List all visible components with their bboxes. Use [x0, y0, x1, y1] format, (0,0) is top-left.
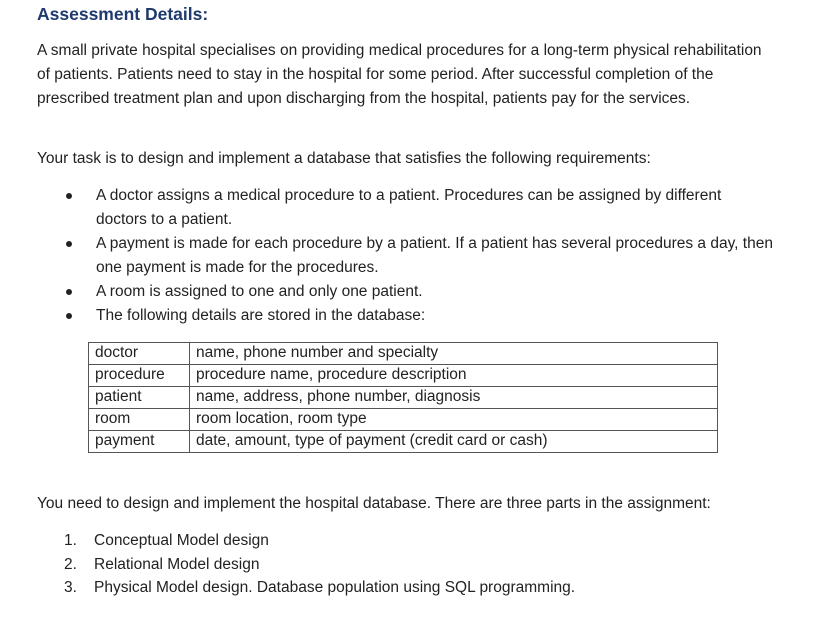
requirement-text: A doctor assigns a medical procedure to a patient. Procedures can be assigned by different doctors to a patient.	[96, 187, 722, 228]
entity-cell: room	[89, 409, 190, 431]
list-item	[64, 576, 575, 600]
part-number: 3.	[64, 579, 77, 596]
task-paragraph: Your task is to design and implement a database that satisfies the following requirements:	[37, 150, 651, 167]
list-item	[56, 304, 776, 328]
list-item	[56, 184, 776, 232]
part-text: Relational Model design	[94, 555, 260, 573]
attributes-cell: room location, room type	[190, 409, 718, 431]
parts-intro-paragraph: You need to design and implement the hospital database. There are three parts in the assignment:	[37, 495, 711, 512]
intro-paragraph: A small private hospital specialises on providing medical procedures for a long-term physical rehabilitation of patients. Patients need to stay in the hospital for some period. After successful completion of the prescribed treatment plan and upon discharging from the hospital, patients pay for the services.	[37, 42, 762, 107]
table-row	[89, 365, 718, 387]
entity-cell: patient	[89, 387, 190, 409]
bullet-icon	[66, 193, 72, 199]
entity-cell: payment	[89, 431, 190, 453]
list-item	[64, 553, 575, 577]
section-heading: Assessment Details:	[37, 4, 209, 24]
requirement-text: The following details are stored in the database:	[96, 307, 426, 324]
entity-cell: doctor	[89, 343, 190, 365]
table-row	[89, 431, 718, 453]
attributes-cell: date, amount, type of payment (credit card or cash)	[190, 431, 718, 453]
attributes-cell: name, address, phone number, diagnosis	[190, 387, 718, 409]
attributes-cell: name, phone number and specialty	[190, 343, 718, 365]
part-text: Conceptual Model design	[94, 532, 269, 549]
bullet-icon	[66, 313, 72, 319]
list-item	[56, 232, 776, 280]
entity-details-table	[88, 342, 718, 453]
table-row	[89, 343, 718, 365]
attributes-cell: procedure name, procedure description	[190, 365, 718, 387]
table-row	[89, 387, 718, 409]
assignment-parts-list	[64, 529, 575, 600]
part-number: 2.	[64, 555, 77, 573]
list-item	[64, 529, 575, 553]
requirement-text: A payment is made for each procedure by a patient. If a patient has several procedures a day, then one payment is made for the procedures.	[96, 235, 773, 276]
requirement-text: A room is assigned to one and only one patient.	[96, 283, 423, 300]
part-text: Physical Model design. Database population using SQL programming.	[94, 579, 576, 596]
requirements-list	[56, 184, 776, 328]
part-number: 1.	[64, 532, 77, 549]
list-item	[56, 280, 776, 304]
entity-cell: procedure	[89, 365, 190, 387]
bullet-icon	[66, 289, 72, 295]
bullet-icon	[66, 241, 72, 247]
table-row	[89, 409, 718, 431]
